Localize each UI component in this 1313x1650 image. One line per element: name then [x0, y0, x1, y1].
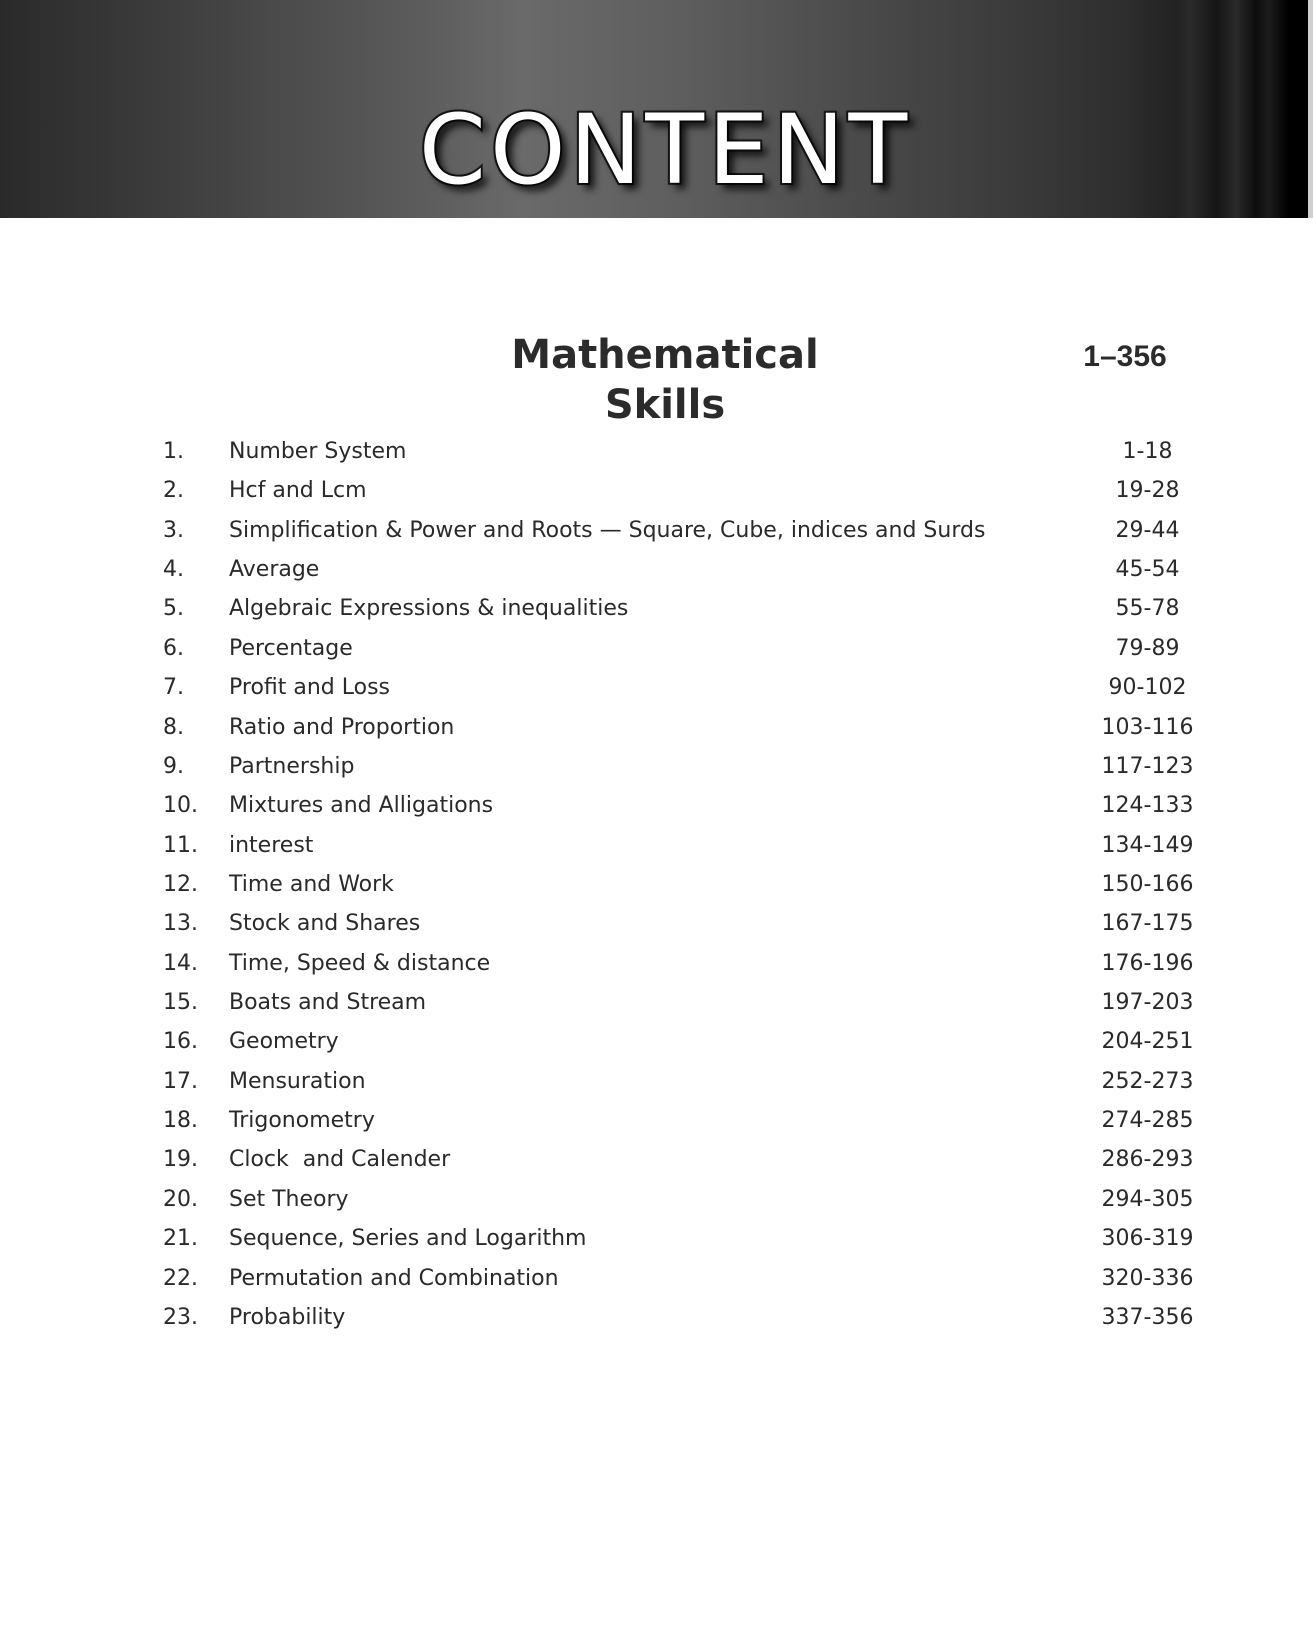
toc-number: 16.: [163, 1029, 198, 1055]
toc-page-range: 29-44: [1115, 517, 1180, 543]
toc-chapter-title: Mixtures and Alligations: [229, 793, 494, 819]
toc-number: 4.: [163, 557, 184, 583]
toc-number: 9.: [163, 753, 184, 779]
toc-chapter-title: Stock and Shares: [229, 911, 421, 937]
toc-chapter-title: Sequence, Series and Logarithm: [229, 1226, 587, 1252]
toc-row[interactable]: [0, 1062, 1313, 1101]
toc-page-range: 294-305: [1101, 1186, 1194, 1212]
toc-chapter-title: interest: [229, 832, 314, 858]
toc-page-range: 55-78: [1115, 596, 1180, 622]
toc-row[interactable]: [0, 550, 1313, 589]
toc-chapter-title: Trigonometry: [229, 1108, 375, 1134]
toc-number: 3.: [163, 517, 184, 543]
toc-chapter-title: Time, Speed & distance: [229, 950, 491, 976]
toc-number: 10.: [163, 793, 198, 819]
toc-chapter-title: Number System: [229, 439, 407, 464]
toc-row[interactable]: [0, 511, 1313, 550]
toc-row[interactable]: [0, 1180, 1313, 1219]
toc-number: 12.: [163, 871, 198, 897]
toc-chapter-title: Clock and Calender: [229, 1147, 451, 1173]
toc-number: 8.: [163, 714, 184, 740]
toc-number: 22.: [163, 1265, 198, 1291]
toc-row[interactable]: [0, 589, 1313, 628]
toc-page-range: 167-175: [1101, 911, 1194, 937]
banner-title: CONTENT: [418, 94, 912, 206]
toc-chapter-title: Profit and Loss: [229, 675, 391, 701]
toc-chapter-title: Set Theory: [229, 1186, 349, 1212]
toc-page-range: 320-336: [1101, 1265, 1194, 1291]
toc-number: 7.: [163, 675, 184, 701]
toc-row[interactable]: [0, 983, 1313, 1022]
section-title: Mathematical Skills: [511, 332, 819, 428]
toc-number: 6.: [163, 635, 184, 661]
content-banner: [0, 0, 1313, 218]
toc-chapter-title: Permutation and Combination: [229, 1265, 559, 1291]
toc-chapter-title: Hcf and Lcm: [229, 478, 367, 504]
toc-row[interactable]: [0, 786, 1313, 825]
toc-page-range: 19-28: [1115, 478, 1180, 504]
toc-row[interactable]: [0, 944, 1313, 983]
toc-row[interactable]: [0, 708, 1313, 747]
section-page-range: 1–356: [1083, 340, 1167, 373]
toc-page-range: 1-18: [1122, 439, 1173, 464]
toc-row[interactable]: [0, 668, 1313, 707]
toc-row[interactable]: [0, 1259, 1313, 1298]
toc-number: 20.: [163, 1186, 198, 1212]
toc-page-range: 45-54: [1115, 557, 1180, 583]
table-of-contents: [0, 432, 1313, 1337]
toc-number: 11.: [163, 832, 198, 858]
toc-number: 18.: [163, 1108, 198, 1134]
toc-number: 19.: [163, 1147, 198, 1173]
toc-page-range: 79-89: [1115, 635, 1180, 661]
toc-chapter-title: Algebraic Expressions & inequalities: [229, 596, 629, 622]
toc-page-range: 286-293: [1101, 1147, 1194, 1173]
toc-row[interactable]: [0, 1022, 1313, 1061]
toc-chapter-title: Mensuration: [229, 1068, 366, 1094]
toc-number: 14.: [163, 950, 198, 976]
toc-chapter-title: Average: [229, 557, 320, 583]
toc-page-range: 150-166: [1101, 871, 1194, 897]
toc-row[interactable]: [0, 629, 1313, 668]
toc-page-range: 117-123: [1101, 753, 1194, 779]
toc-number: 13.: [163, 911, 198, 937]
toc-number: 21.: [163, 1226, 198, 1252]
toc-row[interactable]: [0, 1101, 1313, 1140]
toc-chapter-title: Simplification & Power and Roots — Square, Cube, indices and Surds: [229, 517, 986, 543]
toc-page-range: 124-133: [1101, 793, 1194, 819]
toc-page-range: 134-149: [1101, 832, 1194, 858]
toc-chapter-title: Partnership: [229, 753, 355, 779]
toc-row[interactable]: [0, 826, 1313, 865]
toc-chapter-title: Geometry: [229, 1029, 339, 1055]
toc-row[interactable]: [0, 432, 1313, 471]
toc-page-range: 90-102: [1108, 675, 1187, 701]
toc-row[interactable]: [0, 1140, 1313, 1179]
toc-number: 2.: [163, 478, 184, 504]
toc-chapter-title: Percentage: [229, 635, 353, 661]
section-header: [0, 330, 1313, 428]
toc-row[interactable]: [0, 904, 1313, 943]
toc-page-range: 306-319: [1101, 1226, 1194, 1252]
toc-page-range: 103-116: [1101, 714, 1194, 740]
toc-page-range: 274-285: [1101, 1108, 1194, 1134]
toc-chapter-title: Time and Work: [229, 871, 394, 897]
toc-page-range: 204-251: [1101, 1029, 1194, 1055]
toc-page-range: 252-273: [1101, 1068, 1194, 1094]
toc-row[interactable]: [0, 747, 1313, 786]
toc-chapter-title: Ratio and Proportion: [229, 714, 455, 740]
toc-chapter-title: Probability: [229, 1304, 346, 1330]
toc-number: 23.: [163, 1304, 198, 1330]
toc-row[interactable]: [0, 1219, 1313, 1258]
toc-row[interactable]: [0, 1298, 1313, 1337]
toc-row[interactable]: [0, 865, 1313, 904]
toc-number: 17.: [163, 1068, 198, 1094]
toc-number: 15.: [163, 990, 198, 1016]
toc-number: 5.: [163, 596, 184, 622]
toc-page-range: 197-203: [1101, 990, 1194, 1016]
toc-chapter-title: Boats and Stream: [229, 990, 427, 1016]
toc-page-range: 176-196: [1101, 950, 1194, 976]
toc-page-range: 337-356: [1101, 1304, 1194, 1330]
toc-row[interactable]: [0, 471, 1313, 510]
toc-number: 1.: [163, 439, 184, 464]
